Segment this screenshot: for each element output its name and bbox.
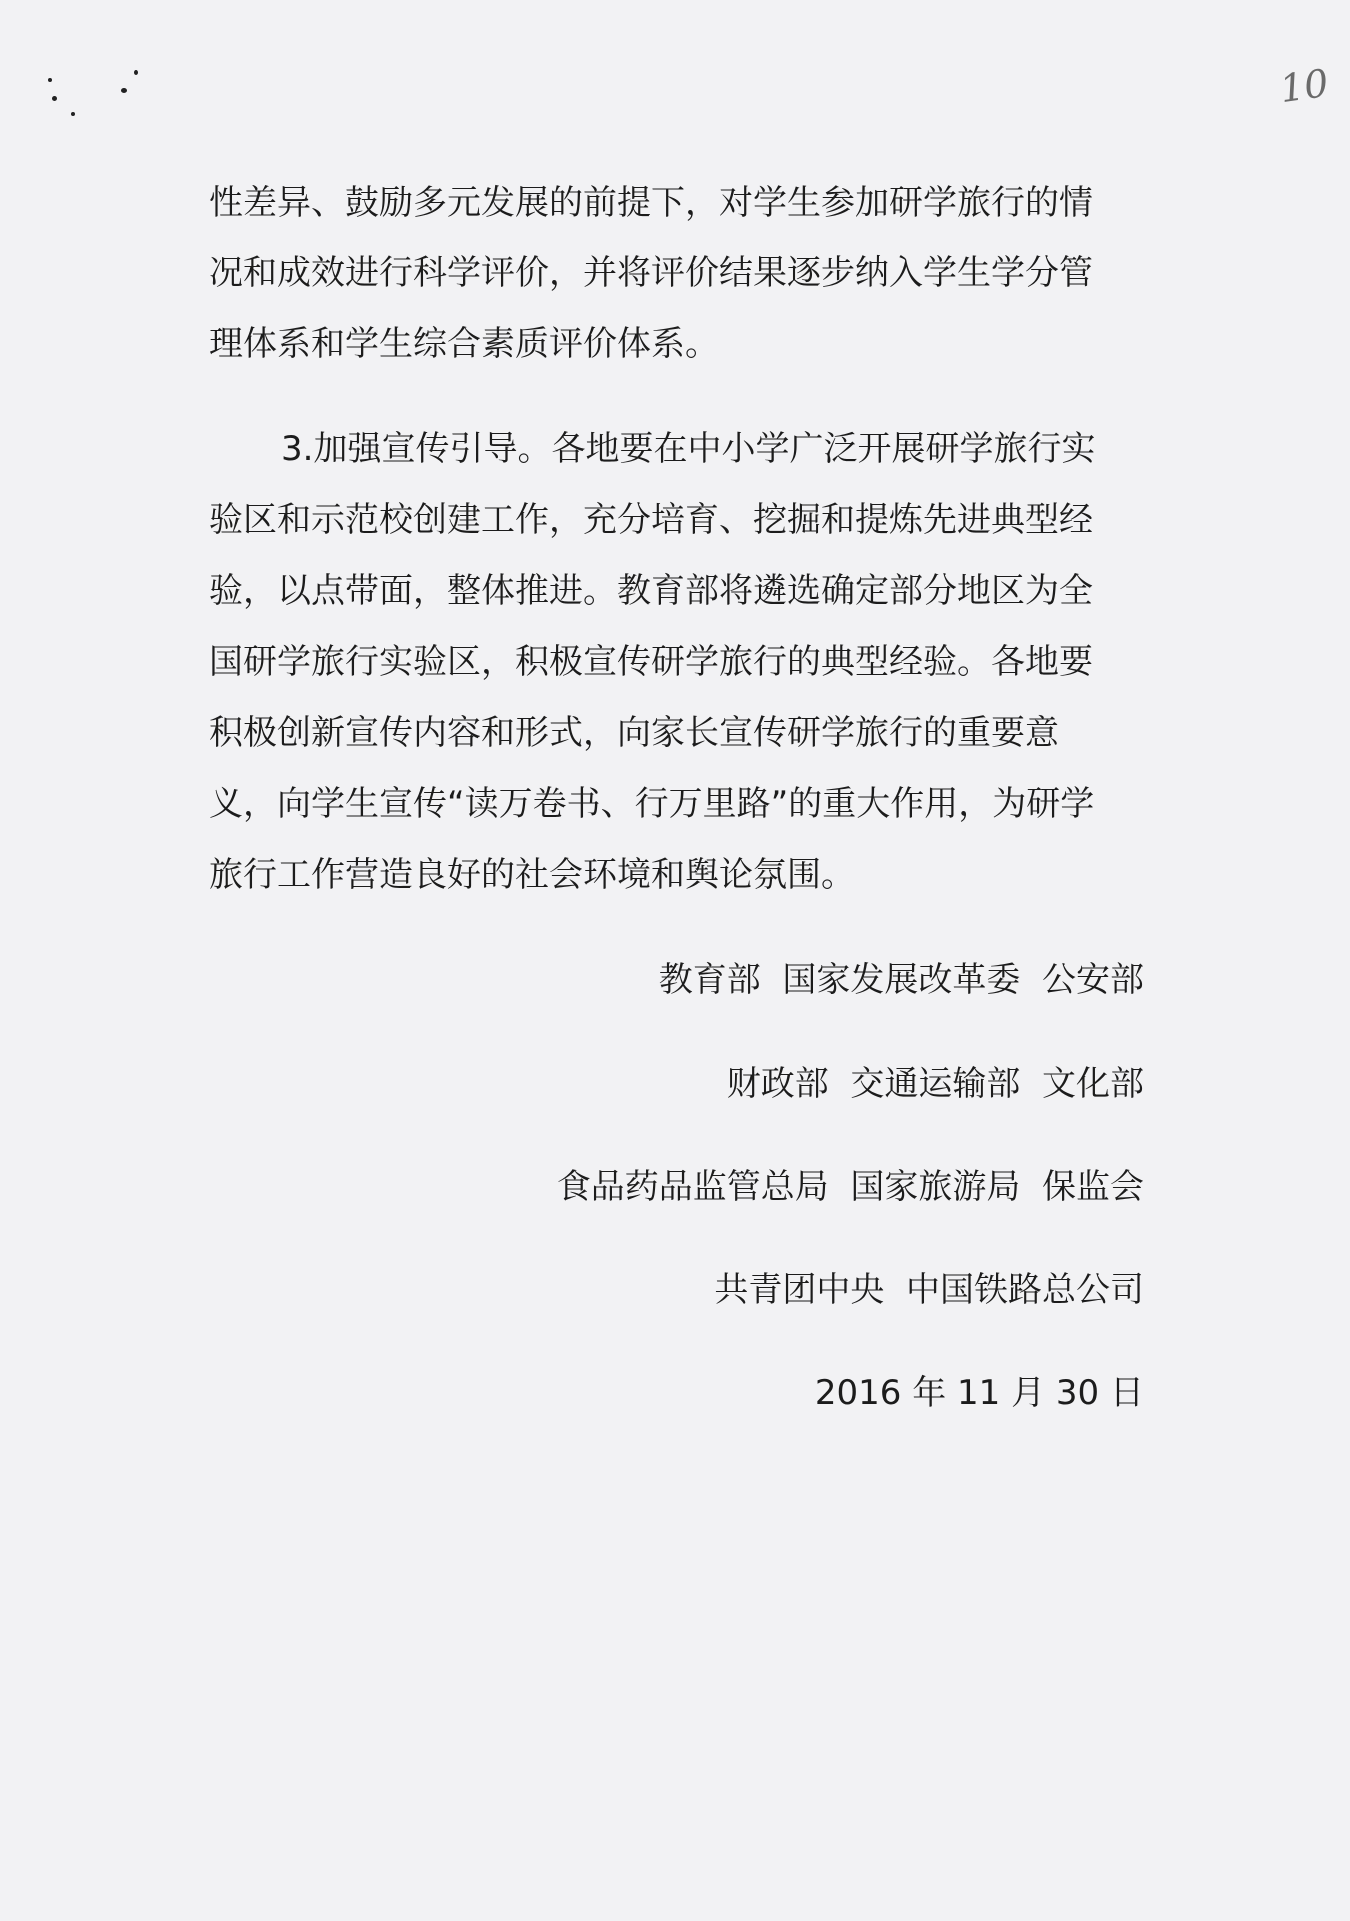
signatory-line: 共青团中央 中国铁路总公司 bbox=[714, 1270, 1144, 1310]
scan-speck bbox=[48, 78, 52, 82]
scan-speck bbox=[134, 70, 138, 75]
signatory-line: 教育部 国家发展改革委 公安部 bbox=[658, 960, 1144, 1000]
scan-speck bbox=[71, 112, 75, 116]
handwritten-page-number: 10 bbox=[1277, 60, 1332, 112]
paragraph-2-line: 验区和示范校创建工作，充分培育、挖掘和提炼先进典型经 bbox=[209, 500, 1093, 540]
paragraph-2-line: 积极创新宣传内容和形式，向家长宣传研学旅行的重要意 bbox=[209, 713, 1059, 753]
paragraph-2-line: 3.加强宣传引导。各地要在中小学广泛开展研学旅行实 bbox=[281, 429, 1096, 469]
paragraph-2-line: 验，以点带面，整体推进。教育部将遴选确定部分地区为全 bbox=[209, 571, 1093, 611]
paragraph-1-line: 况和成效进行科学评价，并将评价结果逐步纳入学生学分管 bbox=[209, 253, 1093, 293]
scan-speck bbox=[52, 96, 57, 101]
document-date: 2016 年 11 月 30 日 bbox=[814, 1373, 1144, 1413]
scan-speck bbox=[121, 88, 127, 93]
paragraph-1-line: 性差异、鼓励多元发展的前提下，对学生参加研学旅行的情 bbox=[209, 183, 1093, 223]
paragraph-2-line: 国研学旅行实验区，积极宣传研学旅行的典型经验。各地要 bbox=[209, 642, 1093, 682]
paragraph-1-line: 理体系和学生综合素质评价体系。 bbox=[209, 324, 719, 364]
paragraph-2-line: 旅行工作营造良好的社会环境和舆论氛围。 bbox=[209, 855, 855, 895]
signatory-line: 财政部 交通运输部 文化部 bbox=[726, 1064, 1144, 1104]
paragraph-2-line: 义，向学生宣传“读万卷书、行万里路”的重大作用，为研学 bbox=[209, 784, 1095, 824]
signatory-line: 食品药品监管总局 国家旅游局 保监会 bbox=[556, 1167, 1144, 1207]
